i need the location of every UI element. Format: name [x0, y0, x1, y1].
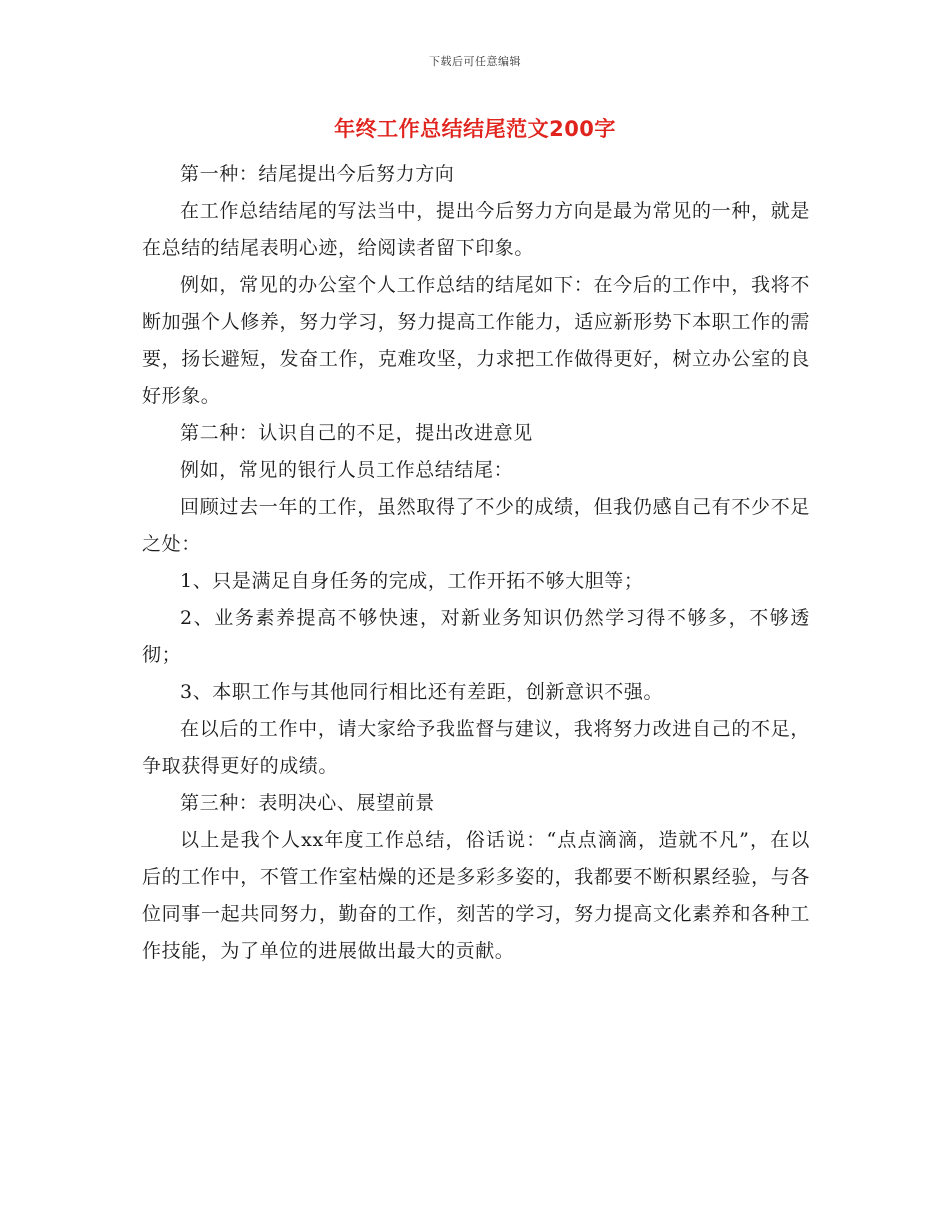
list-item: 1、只是满足自身任务的完成，工作开拓不够大胆等；: [180, 570, 644, 592]
paragraph: 例如，常见的办公室个人工作总结的结尾如下：在今后的工作中，我将不断加强个人修养，努力学习，努力提高工作能力，适应新形势下本职工作的需要，扬长避短，发奋工作，克难攻坚，力求把工作做得更好，树立办公室的良好形象。: [142, 274, 810, 407]
document-body: [142, 156, 810, 970]
paragraph: 例如，常见的银行人员工作总结结尾：: [180, 459, 514, 481]
section-heading-first: 第一种：结尾提出今后努力方向: [180, 163, 455, 185]
section-heading-second: 第二种：认识自己的不足，提出改进意见: [180, 422, 533, 444]
paragraph: 以上是我个人xx年度工作总结，俗话说：“点点滴滴，造就不凡”，在以后的工作中，不管工作室枯燥的还是多彩多姿的，我都要不断积累经验，与各位同事一起共同努力，勤奋的工作，刻苦的学习，努力提高文化素养和各种工作技能，为了单位的进展做出最大的贡献。: [142, 829, 810, 962]
paragraph: 在工作总结结尾的写法当中，提出今后努力方向是最为常见的一种，就是在总结的结尾表明心迹，给阅读者留下印象。: [142, 200, 810, 259]
list-item: 2、业务素养提高不够快速，对新业务知识仍然学习得不够多，不够透彻；: [142, 607, 810, 666]
document-title: 年终工作总结结尾范文200字: [334, 117, 616, 141]
header-note: 下载后可任意编辑: [429, 55, 521, 68]
section-heading-third: 第三种：表明决心、展望前景: [180, 792, 435, 814]
list-item: 3、本职工作与其他同行相比还有差距，创新意识不强。: [180, 681, 664, 703]
paragraph: 在以后的工作中，请大家给予我监督与建议，我将努力改进自己的不足，争取获得更好的成绩。: [142, 718, 810, 777]
paragraph: 回顾过去一年的工作，虽然取得了不少的成绩，但我仍感自己有不少不足之处：: [142, 496, 810, 555]
